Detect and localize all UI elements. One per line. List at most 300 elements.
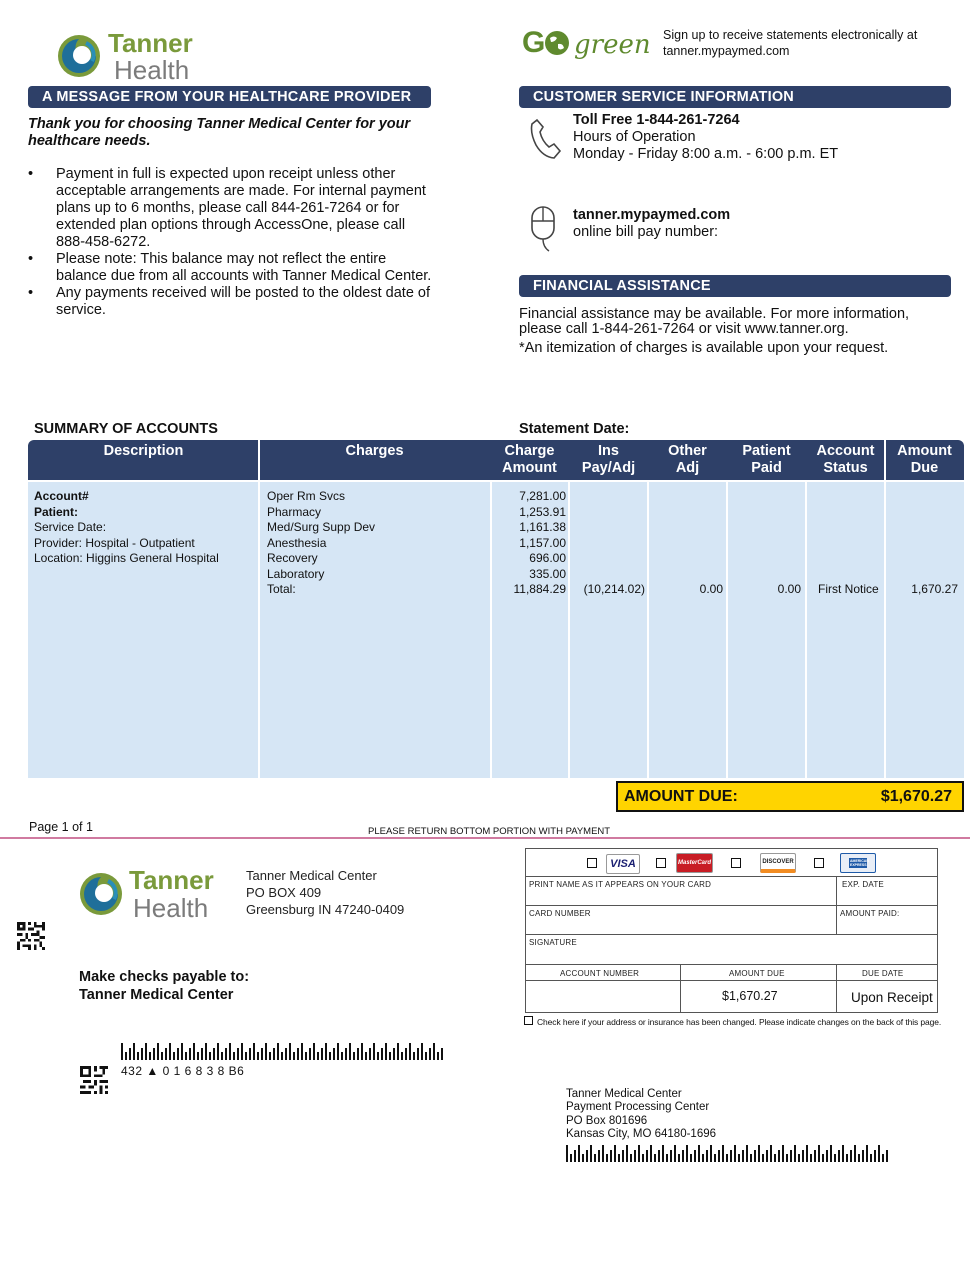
barcode-bar: [866, 1145, 868, 1162]
col-charge-amount: [490, 440, 569, 480]
barcode-bar: [626, 1145, 628, 1162]
barcode-bar: [197, 1052, 199, 1060]
barcode-bar: [129, 1048, 131, 1060]
service-date-label: Service Date:: [34, 520, 107, 534]
charge-amount: 1,157.00: [519, 535, 566, 550]
visa-text: VISA: [610, 858, 636, 870]
barcode-bar: [409, 1043, 411, 1060]
barcode-bar: [325, 1043, 327, 1060]
postal-barcode: [566, 1145, 888, 1162]
checks-payable-label: Make checks payable to:: [79, 969, 250, 985]
form-line: [836, 964, 837, 1013]
barcode-bar: [293, 1052, 295, 1060]
form-line: [525, 980, 938, 981]
postal-barcode: [121, 1043, 443, 1060]
barcode-bar: [173, 1052, 175, 1060]
form-line: [525, 905, 938, 906]
charge-amount: 696.00: [529, 551, 566, 565]
barcode-bar: [686, 1145, 688, 1162]
barcode-bar: [850, 1150, 852, 1162]
col-charge-amount-l1: Charge: [504, 443, 555, 459]
barcode-bar: [794, 1145, 796, 1162]
barcode-bar: [349, 1043, 351, 1060]
barcode-bar: [746, 1145, 748, 1162]
online-pay-info: [573, 207, 730, 241]
barcode-bar: [241, 1043, 243, 1060]
barcode-bar: [329, 1052, 331, 1060]
barcode-bar: [421, 1043, 423, 1060]
barcode-bar: [229, 1043, 231, 1060]
amount-due-total: $1,670.27: [880, 788, 952, 805]
col-other-l2: Adj: [675, 460, 700, 476]
amount-due-form-label: AMOUNT DUE: [729, 969, 785, 978]
message-bullet: • Payment in full is expected upon receipt unless other acceptable arrangements are made. For internal payment plans up to 6 months, please call 844-261-7264 or for extended plan options through AccessOne, please call 888-458-6272.: [28, 166, 433, 251]
barcode-bar: [297, 1048, 299, 1060]
barcode-bar: [441, 1048, 443, 1060]
statement-date-label: Statement Date:: [519, 421, 630, 437]
col-amount-due: [885, 440, 964, 480]
barcode-bar: [766, 1150, 768, 1162]
barcode-bar: [770, 1145, 772, 1162]
barcode-bar: [157, 1043, 159, 1060]
logo-health-text: Health: [114, 55, 190, 85]
barcode-bar: [826, 1150, 828, 1162]
col-other-adj: [648, 440, 727, 480]
barcode-bar: [417, 1048, 419, 1060]
message-bullet: • Any payments received will be posted to the oldest date of service.: [28, 285, 433, 319]
go-green-g: G: [522, 26, 546, 59]
barcode-text: 432 ▲ 0 1 6 8 3 8 B6: [121, 1064, 245, 1078]
barcode-bar: [578, 1145, 580, 1162]
mastercard-text: MasterCard: [677, 860, 711, 866]
barcode-bar: [213, 1048, 215, 1060]
barcode-bar: [289, 1043, 291, 1060]
discover-text: DISCOVER: [762, 858, 794, 865]
barcode-bar: [590, 1145, 592, 1162]
go-green-line1: Sign up to receive statements electronically at: [663, 28, 918, 42]
form-amount-due-value: $1,670.27: [722, 989, 778, 1003]
barcode-bar: [301, 1043, 303, 1060]
remit-city: Greensburg IN 47240-0409: [246, 902, 405, 917]
barcode-bar: [261, 1048, 263, 1060]
barcode-bar: [570, 1154, 572, 1162]
go-green-url[interactable]: tanner.mypaymed.com: [663, 43, 790, 58]
go-green-word: green: [574, 30, 651, 60]
amount-due-label: AMOUNT DUE:: [624, 788, 738, 805]
barcode-bar: [614, 1145, 616, 1162]
barcode-bar: [357, 1048, 359, 1060]
barcode-bar: [309, 1048, 311, 1060]
barcode-bar: [169, 1043, 171, 1060]
barcode-bar: [165, 1048, 167, 1060]
hours-label: Hours of Operation: [573, 129, 696, 145]
amount-paid-label: AMOUNT PAID:: [840, 909, 900, 918]
barcode-bar: [225, 1048, 227, 1060]
stub-tanner-logo: [78, 866, 228, 922]
address-change-notice: Check here if your address or insurance has been changed. Please indicate changes on the back of this page.: [537, 1017, 942, 1027]
summary-title: SUMMARY OF ACCOUNTS: [34, 421, 218, 437]
globe-icon: [544, 30, 570, 56]
col-patient-l2: Paid: [751, 460, 782, 476]
checks-payee: Tanner Medical Center: [79, 987, 234, 1003]
barcode-bar: [381, 1048, 383, 1060]
barcode-bar: [786, 1154, 788, 1162]
logo-tanner-text: Tanner: [108, 28, 193, 58]
barcode-bar: [858, 1154, 860, 1162]
patient-paid-value: 0.00: [777, 582, 801, 596]
barcode-bar: [810, 1154, 812, 1162]
form-line: [525, 934, 938, 935]
go-green-signup: [663, 28, 917, 59]
barcode-bar: [798, 1154, 800, 1162]
barcode-bar: [750, 1154, 752, 1162]
charge-amount: 7,281.00: [519, 489, 566, 503]
barcode-bar: [277, 1043, 279, 1060]
barcode-bar: [369, 1048, 371, 1060]
charge-name: Total:: [267, 582, 296, 596]
barcode-bar: [802, 1150, 804, 1162]
col-other-l1: Other: [668, 443, 707, 459]
barcode-bar: [582, 1154, 584, 1162]
barcode-bar: [201, 1048, 203, 1060]
barcode-bar: [602, 1145, 604, 1162]
barcode-bar: [313, 1043, 315, 1060]
charge-name: Recovery: [267, 551, 318, 565]
barcode-bar: [854, 1145, 856, 1162]
barcode-bar: [706, 1150, 708, 1162]
charge-amount: 1,253.91: [519, 504, 566, 519]
payment-center-address: [566, 1088, 716, 1141]
barcode-bar: [654, 1154, 656, 1162]
barcode-bar: [758, 1145, 760, 1162]
fa-line3: *An itemization of charges is available upon your request.: [519, 340, 889, 356]
account-number-label: ACCOUNT NUMBER: [560, 969, 640, 978]
col-charges: Charges: [345, 443, 404, 459]
barcode-bar: [413, 1052, 415, 1060]
barcode-bar: [806, 1145, 808, 1162]
barcode-bar: [181, 1043, 183, 1060]
stub-logo-health-text: Health: [133, 893, 209, 923]
barcode-bar: [822, 1154, 824, 1162]
barcode-bar: [566, 1145, 568, 1162]
pc-line1: Tanner Medical Center: [566, 1088, 682, 1100]
other-adj-value: 0.00: [699, 582, 723, 596]
charge-name: Laboratory: [267, 566, 325, 581]
mastercard-checkbox[interactable]: [656, 858, 666, 868]
account-label: Account#: [34, 489, 89, 503]
barcode-bar: [586, 1150, 588, 1162]
barcode-bar: [437, 1052, 439, 1060]
barcode-bar: [153, 1048, 155, 1060]
col-due-l1: Amount: [897, 443, 952, 459]
barcode-bar: [778, 1150, 780, 1162]
barcode-bar: [598, 1150, 600, 1162]
barcode-bar: [842, 1145, 844, 1162]
page-number: Page 1 of 1: [29, 820, 93, 834]
barcode-bar: [734, 1145, 736, 1162]
checks-payable: [79, 968, 249, 1004]
barcode-bar: [886, 1150, 888, 1162]
barcode-bar: [345, 1048, 347, 1060]
barcode-bar: [265, 1043, 267, 1060]
pc-line2: Payment Processing Center: [566, 1101, 710, 1114]
barcode-bar: [710, 1145, 712, 1162]
charge-name: Anesthesia: [267, 535, 327, 550]
col-patient-l1: Patient: [742, 443, 791, 459]
col-ins-l2: Pay/Adj: [581, 460, 636, 476]
tanner-health-logo: [56, 28, 206, 85]
ins-pay-adj-value: (10,214.02): [583, 582, 645, 596]
charge-amount-cell: [490, 489, 566, 598]
barcode-bar: [145, 1043, 147, 1060]
barcode-bar: [281, 1052, 283, 1060]
barcode-bar: [177, 1048, 179, 1060]
barcode-bar: [373, 1043, 375, 1060]
visa-checkbox[interactable]: [587, 858, 597, 868]
barcode-bar: [393, 1048, 395, 1060]
discover-checkbox[interactable]: [731, 858, 741, 868]
barcode-bar: [650, 1145, 652, 1162]
column-divider: [726, 482, 728, 778]
hours-value: Monday - Friday 8:00 a.m. - 6:00 p.m. ET: [573, 146, 839, 162]
barcode-bar: [674, 1145, 676, 1162]
barcode-bar: [782, 1145, 784, 1162]
barcode-bar: [634, 1150, 636, 1162]
barcode-bar: [690, 1154, 692, 1162]
go-green-logo: [522, 26, 652, 64]
barcode-bar: [762, 1154, 764, 1162]
barcode-bar: [574, 1150, 576, 1162]
exp-date-label: EXP. DATE: [842, 880, 884, 889]
tanner-logo-mark-icon: [56, 33, 102, 79]
barcode-bar: [862, 1150, 864, 1162]
barcode-bar: [233, 1052, 235, 1060]
barcode-bar: [754, 1150, 756, 1162]
barcode-bar: [361, 1043, 363, 1060]
barcode-bar: [622, 1150, 624, 1162]
remit-name: Tanner Medical Center: [246, 868, 377, 883]
barcode-bar: [405, 1048, 407, 1060]
address-change-checkbox[interactable]: [524, 1016, 533, 1025]
discover-card-icon: [760, 853, 796, 873]
amex-card-icon: [840, 853, 876, 873]
barcode-bar: [882, 1154, 884, 1162]
barcode-bar: [245, 1052, 247, 1060]
fa-line2: please call 1-844-261-7264 or visit www.tanner.org.: [519, 321, 849, 337]
financial-assistance-text: [519, 306, 909, 357]
message-banner: A MESSAGE FROM YOUR HEALTHCARE PROVIDER: [28, 86, 431, 108]
barcode-bar: [742, 1150, 744, 1162]
barcode-bar: [237, 1048, 239, 1060]
phone-icon: [528, 117, 562, 161]
form-line: [525, 964, 938, 965]
barcode-bar: [694, 1150, 696, 1162]
barcode-bar: [814, 1150, 816, 1162]
website-link[interactable]: tanner.mypaymed.com: [573, 207, 731, 223]
visa-card-icon: [606, 854, 640, 874]
amex-checkbox[interactable]: [814, 858, 824, 868]
amex-text: AMERICAN EXPRESS: [850, 859, 869, 867]
barcode-bar: [433, 1043, 435, 1060]
customer-service-banner: CUSTOMER SERVICE INFORMATION: [519, 86, 951, 108]
barcode-bar: [874, 1150, 876, 1162]
barcode-bar: [353, 1052, 355, 1060]
barcode-bar: [429, 1048, 431, 1060]
header-divider: [884, 440, 886, 480]
barcode-bar: [285, 1048, 287, 1060]
patient-label: Patient:: [34, 504, 79, 519]
barcode-bar: [658, 1150, 660, 1162]
barcode-bar: [185, 1052, 187, 1060]
barcode-bar: [425, 1052, 427, 1060]
remit-address: [246, 867, 404, 918]
return-notice: PLEASE RETURN BOTTOM PORTION WITH PAYMENT: [368, 826, 611, 837]
barcode-bar: [217, 1043, 219, 1060]
barcode-bar: [642, 1154, 644, 1162]
barcode-bar: [730, 1150, 732, 1162]
form-line: [836, 876, 837, 934]
customer-service-info: [573, 112, 838, 163]
barcode-bar: [774, 1154, 776, 1162]
financial-assistance-banner: FINANCIAL ASSISTANCE: [519, 275, 951, 297]
barcode-bar: [125, 1052, 127, 1060]
mouse-icon: [529, 205, 557, 253]
barcode-bar: [273, 1048, 275, 1060]
stub-logo-tanner-text: Tanner: [129, 865, 214, 895]
col-status-l1: Account: [816, 443, 875, 459]
barcode-bar: [846, 1154, 848, 1162]
barcode-bar: [878, 1145, 880, 1162]
barcode-bar: [698, 1145, 700, 1162]
barcode-bar: [594, 1154, 596, 1162]
barcode-bar: [257, 1052, 259, 1060]
signature-label: SIGNATURE: [529, 938, 577, 947]
barcode-bar: [718, 1150, 720, 1162]
barcode-bar: [133, 1043, 135, 1060]
barcode-bar: [249, 1048, 251, 1060]
barcode-bar: [830, 1145, 832, 1162]
charge-name: Pharmacy: [267, 504, 322, 519]
barcode-bar: [149, 1052, 151, 1060]
charge-amount: 335.00: [529, 566, 566, 581]
pc-line4: Kansas City, MO 64180-1696: [566, 1127, 717, 1140]
barcode-bar: [834, 1154, 836, 1162]
due-date-label: DUE DATE: [862, 969, 904, 978]
column-divider: [568, 482, 570, 778]
barcode-bar: [269, 1052, 271, 1060]
barcode-bar: [205, 1043, 207, 1060]
barcode-bar: [253, 1043, 255, 1060]
barcode-bar: [666, 1154, 668, 1162]
barcode-bar: [662, 1145, 664, 1162]
barcode-bar: [630, 1154, 632, 1162]
header-divider: [258, 440, 260, 480]
barcode-bar: [377, 1052, 379, 1060]
charge-amount: 1,161.38: [519, 520, 566, 534]
charge-name: Oper Rm Svcs: [267, 489, 346, 503]
charge-name: Med/Surg Supp Dev: [267, 520, 376, 534]
barcode-bar: [209, 1052, 211, 1060]
barcode-bar: [638, 1145, 640, 1162]
barcode-bar: [321, 1048, 323, 1060]
barcode-bar: [682, 1150, 684, 1162]
barcode-bar: [137, 1052, 139, 1060]
barcode-bar: [337, 1043, 339, 1060]
col-patient-paid: [727, 440, 806, 480]
barcode-bar: [397, 1043, 399, 1060]
message-bullet: • Please note: This balance may not reflect the entire balance due from all accounts with Tanner Medical Center.: [28, 251, 433, 285]
barcode-bar: [341, 1052, 343, 1060]
qr-code-icon: [16, 922, 46, 950]
barcode-bar: [670, 1150, 672, 1162]
column-divider: [258, 482, 260, 778]
column-divider: [647, 482, 649, 778]
col-account-status: [806, 440, 885, 480]
barcode-bar: [365, 1052, 367, 1060]
fa-line1: Financial assistance may be available. For more information,: [519, 306, 910, 322]
charge-amount-total: 11,884.29: [513, 582, 566, 596]
column-divider: [805, 482, 807, 778]
barcode-bar: [678, 1154, 680, 1162]
barcode-bar: [221, 1052, 223, 1060]
barcode-bar: [141, 1048, 143, 1060]
description-cell: [34, 489, 219, 567]
pc-line3: PO Box 801696: [566, 1114, 648, 1127]
barcode-bar: [738, 1154, 740, 1162]
tear-line: [0, 837, 970, 839]
barcode-bar: [610, 1150, 612, 1162]
barcode-bar: [317, 1052, 319, 1060]
amount-due-value: 1,670.27: [911, 582, 958, 596]
barcode-bar: [722, 1145, 724, 1162]
barcode-bar: [618, 1154, 620, 1162]
qr-code-icon: [80, 1066, 108, 1094]
barcode-bar: [189, 1048, 191, 1060]
barcode-bar: [870, 1154, 872, 1162]
barcode-bar: [838, 1150, 840, 1162]
barcode-bar: [714, 1154, 716, 1162]
col-description: Description: [103, 443, 184, 459]
barcode-bar: [702, 1154, 704, 1162]
barcode-bar: [121, 1043, 123, 1060]
column-divider: [884, 482, 886, 778]
mastercard-icon: [676, 853, 713, 873]
account-status-value: First Notice: [818, 582, 879, 596]
form-line: [525, 876, 938, 877]
barcode-bar: [305, 1052, 307, 1060]
barcode-bar: [818, 1145, 820, 1162]
barcode-bar: [161, 1052, 163, 1060]
barcode-bar: [606, 1154, 608, 1162]
print-name-label: PRINT NAME AS IT APPEARS ON YOUR CARD: [529, 880, 712, 889]
message-intro: Thank you for choosing Tanner Medical Center for your healthcare needs.: [28, 116, 411, 149]
barcode-bar: [389, 1052, 391, 1060]
form-line: [680, 964, 681, 1013]
barcode-bar: [790, 1150, 792, 1162]
toll-free-number[interactable]: Toll Free 1-844-261-7264: [573, 112, 740, 128]
message-bullets: [28, 166, 433, 319]
location-label: Location: Higgins General Hospital: [34, 551, 219, 565]
remit-po: PO BOX 409: [246, 885, 322, 900]
col-due-l2: Due: [910, 460, 939, 476]
charges-cell: [267, 489, 375, 598]
card-number-label: CARD NUMBER: [529, 909, 591, 918]
barcode-bar: [726, 1154, 728, 1162]
col-ins-pay-adj: [569, 440, 648, 480]
provider-label: Provider: Hospital - Outpatient: [34, 535, 195, 550]
col-ins-l1: Ins: [598, 443, 619, 459]
barcode-bar: [333, 1048, 335, 1060]
